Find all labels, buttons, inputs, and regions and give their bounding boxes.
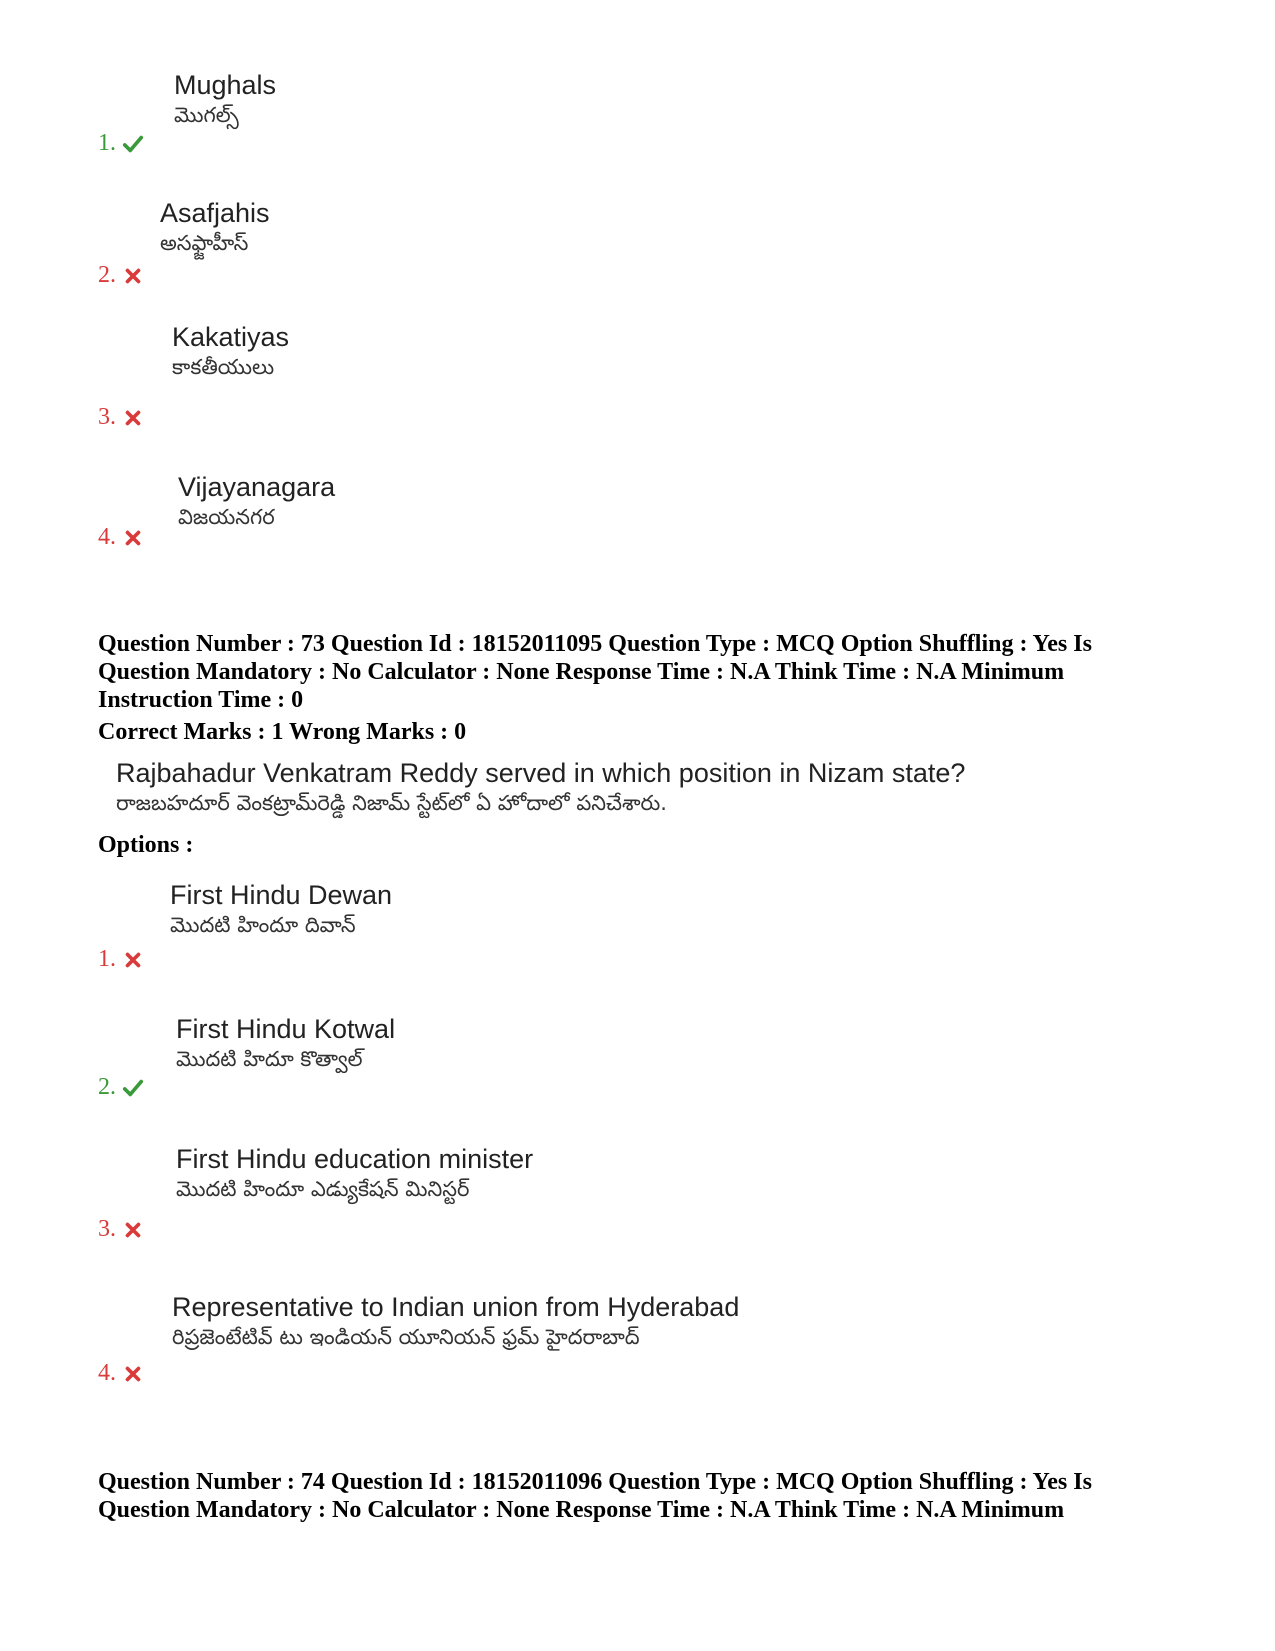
option-number: 3. <box>98 1216 116 1242</box>
cross-icon <box>122 1363 144 1385</box>
option-text-en: Kakatiyas <box>172 322 290 352</box>
question-73-meta <box>98 630 1198 714</box>
option-text-te: మొదటి హిందూ దివాన్ <box>170 913 356 937</box>
question-text-te: రాజబహదూర్ వెంకట్రామ్‌రెడ్డి నిజామ్ స్టేట్‌లో ఏ హోదాలో పనిచేశారు. <box>116 791 667 815</box>
option-text-te: అసఫ్జాహీస్ <box>160 231 249 255</box>
question-74-meta <box>98 1468 1198 1524</box>
option-text-te: విజయనగర <box>178 505 275 529</box>
option-number: 4. <box>98 524 116 550</box>
option-number: 2. <box>98 262 116 288</box>
option-text-te: మొదటి హిదూ కొత్వాల్ <box>176 1047 363 1071</box>
option-text-en: First Hindu Kotwal <box>176 1014 396 1044</box>
cross-icon <box>122 949 144 971</box>
meta-line: Instruction Time : 0 <box>98 687 304 713</box>
cross-icon <box>122 407 144 429</box>
cross-icon <box>122 527 144 549</box>
meta-line: Question Number : 74 Question Id : 18152011096 Question Type : MCQ Option Shuffling : Yes Is <box>98 1469 1092 1495</box>
option-text-en: Vijayanagara <box>178 472 336 502</box>
option-text-en: Representative to Indian union from Hyderabad <box>172 1292 740 1322</box>
meta-line: Question Mandatory : No Calculator : None Response Time : N.A Think Time : N.A Minimum <box>98 659 1065 685</box>
check-icon <box>122 1077 144 1099</box>
question-73-marks: Correct Marks : 1 Wrong Marks : 0 <box>98 719 467 745</box>
option-text-en: Asafjahis <box>160 198 270 228</box>
option-number: 1. <box>98 946 116 972</box>
cross-icon <box>122 1219 144 1241</box>
question-73-text <box>116 758 965 821</box>
option-number: 3. <box>98 404 116 430</box>
option-text-en: Mughals <box>174 70 277 100</box>
option-text-te: మొగల్స్ <box>174 103 239 127</box>
check-icon <box>122 133 144 155</box>
question-text-en: Rajbahadur Venkatram Reddy served in which position in Nizam state? <box>116 758 966 788</box>
option-text-en: First Hindu Dewan <box>170 880 393 910</box>
option-number: 1. <box>98 130 116 156</box>
option-number: 4. <box>98 1360 116 1386</box>
option-text-en: First Hindu education minister <box>176 1144 534 1174</box>
option-text-te: మొదటి హిందూ ఎడ్యుకేషన్ మినిస్టర్ <box>176 1177 470 1201</box>
option-number: 2. <box>98 1074 116 1100</box>
meta-line: Question Number : 73 Question Id : 18152011095 Question Type : MCQ Option Shuffling : Yes Is <box>98 631 1092 657</box>
option-text-te: రిప్రజెంటేటివ్ టు ఇండియన్ యూనియన్ ఫ్రమ్ హైదరాబాద్ <box>172 1325 640 1349</box>
meta-line: Question Mandatory : No Calculator : None Response Time : N.A Think Time : N.A Minimum <box>98 1497 1065 1523</box>
option-text-te: కాకతీయులు <box>172 355 275 379</box>
options-label: Options : <box>98 832 194 858</box>
cross-icon <box>122 265 144 287</box>
